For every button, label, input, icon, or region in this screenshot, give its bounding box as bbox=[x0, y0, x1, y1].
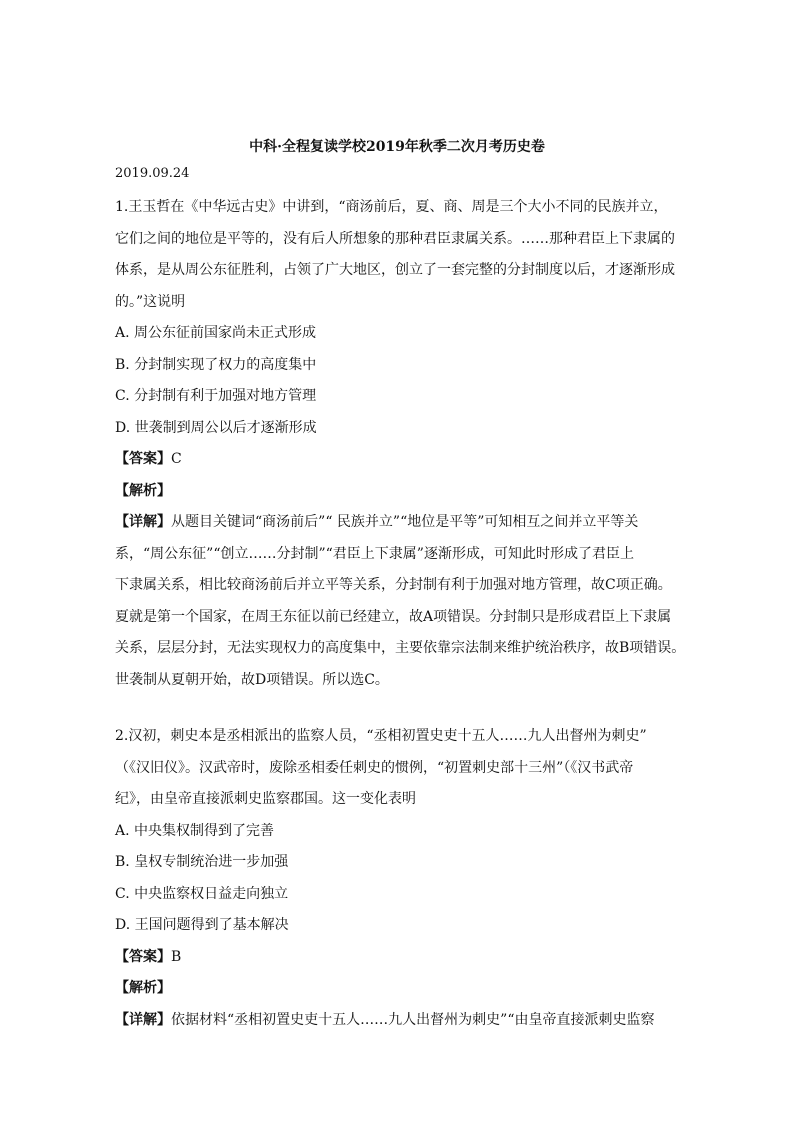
question-1-detail-line: 夏就是第一个国家，在周王东征以前已经建立，故A项错误。分封制只是形成君臣上下隶属 bbox=[115, 608, 672, 625]
question-2-option-b: B. 皇权专制统治进一步加强 bbox=[115, 854, 289, 870]
question-1-detail-line: 关系，层层分封，无法实现权力的高度集中，主要依靠宗法制来维护统治秩序，故B项错误。 bbox=[115, 640, 686, 656]
question-2-option-c: C. 中央监察权日益走向独立 bbox=[115, 885, 289, 902]
question-2-option-a: A. 中央集权制得到了完善 bbox=[115, 822, 275, 839]
answer-value: C bbox=[171, 451, 182, 467]
question-1-detail-line: 下隶属关系，相比较商汤前后并立平等关系，分封制有利于加强对地方管理，故C项正确。 bbox=[115, 577, 672, 593]
question-1-detail-line: 世袭制从夏朝开始，故D项错误。所以选C。 bbox=[115, 671, 389, 688]
question-1-stem-line: 的。”这说明 bbox=[115, 293, 186, 310]
question-2 bbox=[115, 721, 685, 1036]
question-1-answer bbox=[115, 444, 685, 476]
question-1-stem-line: 体系，是从周公东征胜利，占领了广大地区，创立了一套完整的分封制度以后，才逐渐形成 bbox=[115, 262, 675, 278]
question-2-stem-line: 纪》，由皇帝直接派刺史监察郡国。这一变化表明 bbox=[115, 791, 416, 807]
question-1-detail-line: 系，“周公东征”“创立……分封制”“君臣上下隶属”逐渐形成，可知此时形成了君臣上 bbox=[115, 545, 634, 562]
question-2-answer bbox=[115, 942, 685, 974]
question-1-analysis-label: 【解析】 bbox=[115, 482, 171, 499]
question-1-stem-line: 它们之间的地位是平等的，没有后人所想象的那种君臣隶属关系。……那种君臣上下隶属的 bbox=[115, 230, 675, 247]
question-1-option-c: C. 分封制有利于加强对地方管理 bbox=[115, 388, 317, 404]
question-1-option-d: D. 世袭制到周公以后才逐渐形成 bbox=[115, 419, 317, 436]
answer-label: 【答案】 bbox=[115, 451, 171, 467]
question-2-analysis-label: 【解析】 bbox=[115, 980, 171, 996]
question-2-option-d: D. 王国问题得到了基本解决 bbox=[115, 917, 289, 933]
question-2-stem-line: （《汉旧仪》。汉武帝时，废除丞相委任刺史的惯例，“初置刺史部十三州”（《汉书武帝 bbox=[115, 759, 634, 776]
question-2-detail-line bbox=[115, 1005, 685, 1037]
answer-value: B bbox=[171, 948, 182, 965]
question-1-option-b: B. 分封制实现了权力的高度集中 bbox=[115, 356, 317, 373]
exam-title: 中科·全程复读学校2019年秋季二次月考历史卷 bbox=[249, 139, 545, 155]
question-2-stem-line: 2.汉初，刺史本是丞相派出的监察人员，“丞相初置史吏十五人……九人出督州为刺史” bbox=[115, 728, 647, 744]
question-1-stem-line: 1.王玉哲在《中华远古史》中讲到，“商汤前后，夏、商、周是三个大小不同的民族并立， bbox=[115, 199, 668, 215]
detail-label: 【详解】 bbox=[115, 514, 171, 530]
detail-text: 依据材料“丞相初置史吏十五人……九人出督州为刺史”“由皇帝直接派刺史监察 bbox=[171, 1011, 655, 1028]
detail-text: 从题目关键词“商汤前后”“ 民族并立”“地位是平等”可知相互之间并立平等关 bbox=[171, 514, 639, 530]
detail-label: 【详解】 bbox=[115, 1011, 171, 1028]
exam-date: 2019.09.24 bbox=[115, 166, 190, 181]
answer-label: 【答案】 bbox=[115, 948, 171, 965]
question-1-option-a: A. 周公东征前国家尚未正式形成 bbox=[115, 325, 317, 341]
question-1-detail-line bbox=[115, 507, 685, 539]
question-1 bbox=[115, 192, 685, 696]
